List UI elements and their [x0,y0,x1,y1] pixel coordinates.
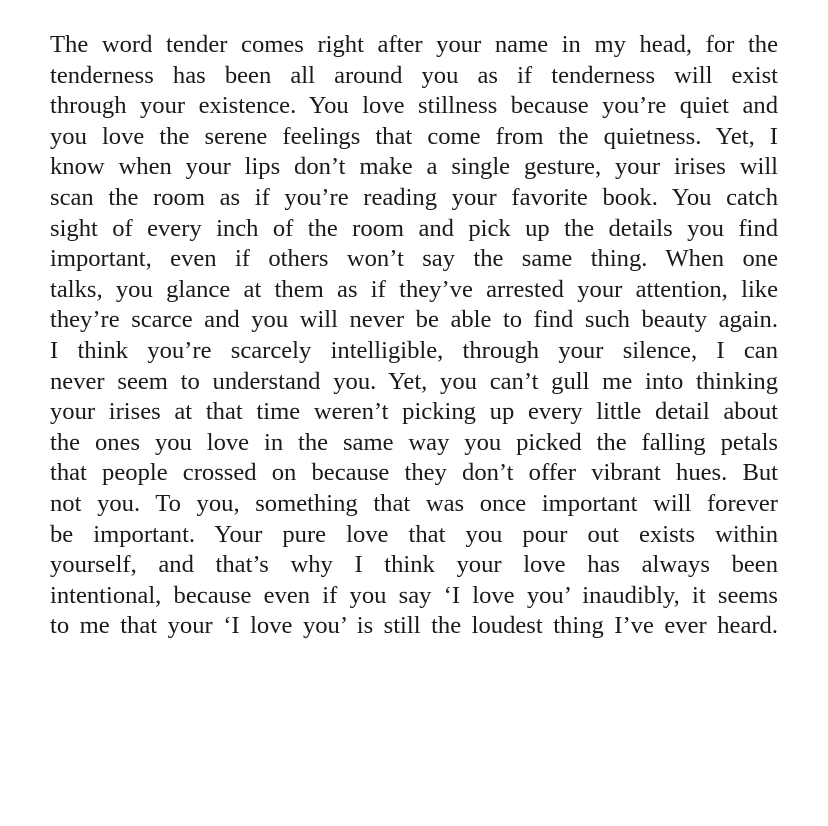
passage-line: never seem to understand you. Yet, you can’t gull me into thinking [50,367,778,395]
passage-line: you love the serene feelings that come from the quietness. Yet, I [50,122,778,150]
passage-line: tenderness has been all around you as if tenderness will exist [50,61,778,89]
passage-line: through your existence. You love stillness because you’re quiet and [50,92,778,120]
passage-line: intentional, because even if you say ‘I love you’ inaudibly, it seems [50,581,778,609]
passage-line: know when your lips don’t make a single gesture, your irises will [50,153,778,181]
passage-line: sight of every inch of the room and pick up the details you find [50,214,778,242]
passage-line: scan the room as if you’re reading your favorite book. You catch [50,183,778,211]
passage-line: that people crossed on because they don’t offer vibrant hues. But [50,459,778,487]
passage-line: I think you’re scarcely intelligible, through your silence, I can [50,336,778,364]
passage-line: not you. To you, something that was once important will forever [50,489,778,517]
passage-line: they’re scarce and you will never be able to find such beauty again. [50,306,778,334]
passage-line: important, even if others won’t say the same thing. When one [50,245,778,273]
passage-line: The word tender comes right after your name in my head, for the [50,31,778,58]
text-passage [50,30,778,642]
passage-line: to me that your ‘I love you’ is still the loudest thing I’ve ever heard. [50,612,778,640]
passage-line: yourself, and that’s why I think your love has always been [50,551,778,579]
passage-line: the ones you love in the same way you picked the falling petals [50,428,778,456]
passage-line: be important. Your pure love that you pour out exists within [50,520,778,548]
passage-line: talks, you glance at them as if they’ve arrested your attention, like [50,275,778,303]
passage-line: your irises at that time weren’t picking up every little detail about [50,398,778,426]
